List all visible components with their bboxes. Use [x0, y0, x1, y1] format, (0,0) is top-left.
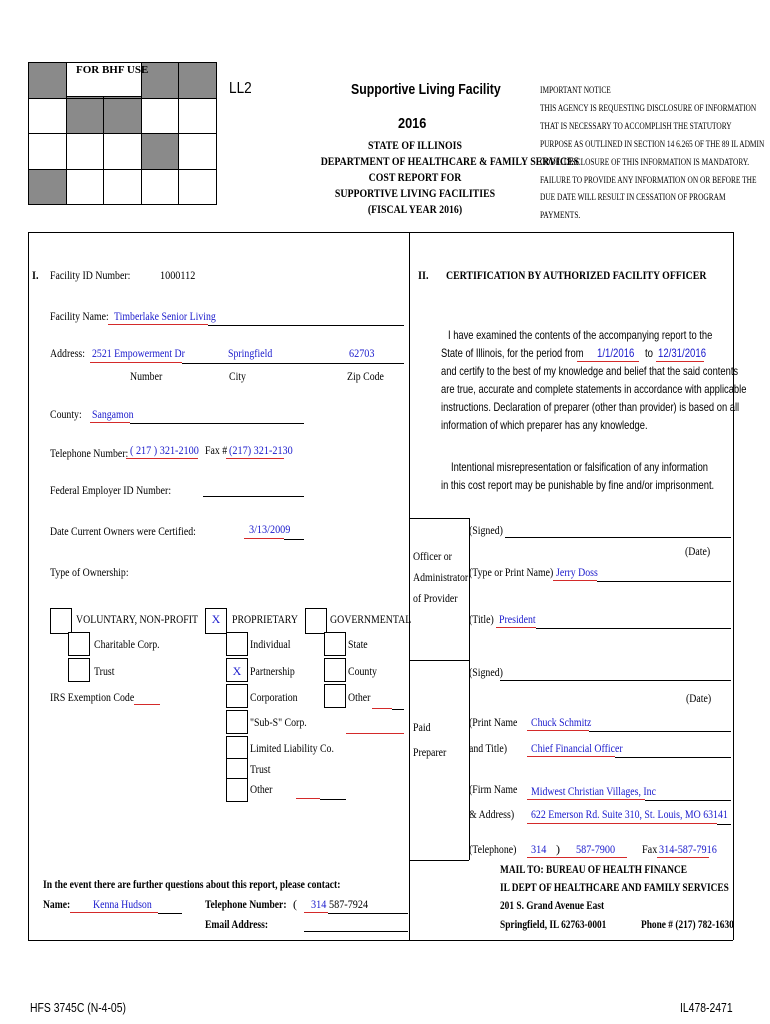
- contact-tel-area[interactable]: 314: [311, 897, 327, 911]
- preparer-label-line: Paid: [413, 720, 431, 734]
- governmental-checkbox[interactable]: [305, 608, 327, 634]
- trust-checkbox[interactable]: [68, 658, 90, 682]
- form-number: HFS 3745C (N-4-05): [30, 1000, 126, 1015]
- contact-name-value[interactable]: Kenna Hudson: [93, 897, 152, 911]
- print-name-label: (Print Name: [469, 715, 518, 729]
- partnership-mark: X: [232, 664, 242, 678]
- and-title-label: and Title): [469, 741, 508, 755]
- form-code: LL2: [229, 80, 252, 97]
- contact-telephone-label: Telephone Number:: [205, 897, 287, 911]
- officer-title-label: (Title): [469, 612, 494, 626]
- and-address-label: & Address): [469, 807, 515, 821]
- ownership-label: Type of Ownership:: [50, 565, 129, 579]
- agency-line: DEPARTMENT OF HEALTHCARE & FAMILY SERVICES: [320, 154, 580, 168]
- fax-value[interactable]: (217) 321-2130: [229, 443, 293, 457]
- bhf-grid-cell: [66, 169, 105, 206]
- period-to-word: to: [645, 346, 654, 360]
- mail-to-line: 201 S. Grand Avenue East: [500, 898, 605, 912]
- facility-id-label: Facility ID Number:: [50, 268, 131, 282]
- bhf-grid-cell: [28, 169, 67, 206]
- trust-label: Trust: [94, 664, 115, 678]
- certified-date-value[interactable]: 3/13/2009: [249, 522, 291, 536]
- telephone-label: Telephone Number:: [50, 446, 129, 460]
- contact-tel-number[interactable]: 587-7924: [329, 897, 369, 911]
- prop-other-checkbox[interactable]: [226, 778, 248, 802]
- preparer-label-line: Preparer: [413, 745, 447, 759]
- type-or-print-label: (Type or Print Name): [469, 565, 554, 579]
- cert-line-2: State of Illinois, for the period from: [441, 346, 584, 360]
- preparer-fax-value[interactable]: 314-587-7916: [659, 842, 717, 856]
- notice-line: THAT IS NECESSARY TO ACCOMPLISH THE STATUTORY: [540, 120, 732, 131]
- warning-line-1: Intentional misrepresentation or falsification of any information: [451, 460, 709, 474]
- mail-city-line: Springfield, IL 62763-0001: [500, 917, 607, 931]
- proprietary-mark: X: [211, 612, 221, 626]
- address-label: Address:: [50, 346, 85, 360]
- county-label: County:: [50, 407, 82, 421]
- preparer-tel-area[interactable]: 314: [531, 842, 547, 856]
- voluntary-label: VOLUNTARY, NON-PROFIT: [76, 612, 199, 626]
- city-caption: City: [229, 369, 246, 383]
- zip-value[interactable]: 62703: [349, 346, 375, 360]
- bhf-grid-cell: [178, 62, 217, 99]
- bhf-grid-cell: [141, 98, 180, 135]
- contact-name-label: Name:: [43, 897, 71, 911]
- telephone-value[interactable]: ( 217 ) 321-2100: [130, 443, 199, 457]
- officer-name-value[interactable]: Jerry Doss: [556, 565, 598, 579]
- cert-line-6: information of which preparer has any knowledge.: [441, 418, 648, 432]
- gov-other-checkbox[interactable]: [324, 684, 346, 708]
- officer-label-line: of Provider: [413, 591, 458, 605]
- bhf-grid-cell: [178, 169, 217, 206]
- period-from-value[interactable]: 1/1/2016: [597, 346, 635, 360]
- bhf-use-grid: [28, 62, 216, 204]
- partnership-label: Partnership: [250, 664, 295, 678]
- preparer-tel-close: ): [556, 842, 560, 856]
- bhf-grid-cell: [103, 133, 142, 170]
- corporation-checkbox[interactable]: [226, 684, 248, 708]
- gov-other-label: Other: [348, 690, 371, 704]
- bhf-grid-cell: [66, 133, 105, 170]
- cert-line-5: instructions. Declaration of preparer (other than provider) is based on all: [441, 400, 740, 414]
- preparer-name-value[interactable]: Chuck Schmitz: [531, 715, 592, 729]
- firm-name-label: (Firm Name: [469, 782, 518, 796]
- cert-line-3: and certify to the best of my knowledge and belief that the said contents: [441, 364, 739, 378]
- charitable-label: Charitable Corp.: [94, 637, 160, 651]
- firm-address-value[interactable]: 622 Emerson Rd. Suite 310, St. Louis, MO 63141: [531, 807, 728, 821]
- llc-checkbox[interactable]: [226, 736, 248, 760]
- governmental-label: GOVERNMENTAL: [330, 612, 412, 626]
- bhf-grid-cell: [28, 133, 67, 170]
- preparer-date-label: (Date): [686, 691, 712, 705]
- report-year: 2016: [398, 115, 427, 132]
- charitable-checkbox[interactable]: [68, 632, 90, 656]
- preparer-telephone-label: (Telephone): [469, 842, 517, 856]
- officer-label-line: Officer or: [413, 549, 452, 563]
- irs-exemption-label: IRS Exemption Code: [50, 690, 135, 704]
- contact-tel-open: (: [293, 897, 297, 911]
- individual-label: Individual: [250, 637, 291, 651]
- notice-line: DUE DATE WILL RESULT IN CESSATION OF PROGRAM: [540, 192, 726, 203]
- preparer-title-value[interactable]: Chief Financial Officer: [531, 741, 623, 755]
- page-code: IL478-2471: [680, 1000, 733, 1015]
- county-gov-checkbox[interactable]: [324, 658, 346, 682]
- prop-trust-label: Trust: [250, 762, 271, 776]
- facility-id-value: 1000112: [160, 268, 196, 282]
- fein-label: Federal Employer ID Number:: [50, 483, 172, 497]
- bhf-grid-cell: [141, 169, 180, 206]
- cert-line-1: I have examined the contents of the accompanying report to the: [448, 328, 713, 342]
- agency-line: SUPPORTIVE LIVING FACILITIES: [334, 186, 496, 200]
- number-caption: Number: [130, 369, 163, 383]
- prop-other-label: Other: [250, 782, 273, 796]
- notice-line: PURPOSE AS OUTLINED IN SECTION 14 6.265 OF THE 89 IL ADMIN: [540, 138, 765, 149]
- street-value[interactable]: 2521 Empowerment Dr: [92, 346, 185, 360]
- fax-label: Fax #: [205, 443, 228, 457]
- bhf-grid-cell: [178, 98, 217, 135]
- notice-line: IMPORTANT NOTICE: [540, 85, 611, 95]
- bhf-grid-cell: [103, 169, 142, 206]
- important-notice: [540, 82, 764, 225]
- agency-line: (FISCAL YEAR 2016): [367, 202, 463, 216]
- section-one-numeral: I.: [32, 268, 39, 282]
- section-two-numeral: II.: [418, 268, 429, 282]
- proprietary-label: PROPRIETARY: [232, 612, 298, 626]
- contact-question: In the event there are further questions about this report, please contact:: [43, 877, 341, 891]
- mail-phone: Phone # (217) 782-1630: [641, 917, 734, 931]
- city-value[interactable]: Springfield: [228, 346, 273, 360]
- facility-name-label: Facility Name:: [50, 309, 109, 323]
- mail-to-line: IL DEPT OF HEALTHCARE AND FAMILY SERVICES: [500, 880, 729, 894]
- sub-s-checkbox[interactable]: [226, 710, 248, 734]
- bhf-grid-cell: [103, 98, 142, 135]
- mail-to-block: [500, 860, 729, 914]
- voluntary-checkbox[interactable]: [50, 608, 72, 634]
- bhf-grid-cell: [66, 98, 105, 135]
- state-checkbox[interactable]: [324, 632, 346, 656]
- notice-line: FAILURE TO PROVIDE ANY INFORMATION ON OR BEFORE THE: [540, 174, 757, 185]
- officer-label-line: Administrator: [413, 570, 469, 584]
- zip-caption: Zip Code: [347, 369, 384, 383]
- bhf-grid-cell: [28, 62, 67, 99]
- section-two-title: CERTIFICATION BY AUTHORIZED FACILITY OFFICER: [446, 268, 707, 282]
- bhf-grid-cell: [28, 98, 67, 135]
- agency-line: STATE OF ILLINOIS: [368, 138, 462, 152]
- notice-line: THIS AGENCY IS REQUESTING DISCLOSURE OF INFORMATION: [540, 102, 757, 113]
- preparer-signed-label: (Signed): [469, 665, 503, 679]
- notice-line: PAYMENTS.: [540, 210, 581, 221]
- bhf-grid-cell: [141, 133, 180, 170]
- period-to-value[interactable]: 12/31/2016: [658, 346, 707, 360]
- llc-label: Limited Liability Co.: [250, 741, 334, 755]
- preparer-tel-number[interactable]: 587-7900: [576, 842, 616, 856]
- preparer-fax-label: Fax: [642, 842, 658, 856]
- officer-label: [413, 546, 468, 609]
- officer-title-value[interactable]: President: [499, 612, 536, 626]
- notice-line: CODE. DISCLOSURE OF THIS INFORMATION IS MANDATORY.: [540, 156, 750, 167]
- bhf-use-label: FOR BHF USE: [76, 64, 149, 76]
- corporation-label: Corporation: [250, 690, 298, 704]
- sub-s-label: "Sub-S" Corp.: [250, 715, 307, 729]
- mail-to-line: MAIL TO: BUREAU OF HEALTH FINANCE: [500, 862, 687, 876]
- report-title: Supportive Living Facility: [351, 81, 501, 98]
- bhf-grid-cell: [178, 133, 217, 170]
- facility-name-value[interactable]: Timberlake Senior Living: [114, 309, 216, 323]
- state-label: State: [348, 637, 368, 651]
- warning-line-2: in this cost report may be punishable by fine and/or imprisonment.: [441, 478, 715, 492]
- county-value[interactable]: Sangamon: [92, 407, 134, 421]
- contact-email-label: Email Address:: [205, 917, 269, 931]
- certified-label: Date Current Owners were Certified:: [50, 524, 196, 538]
- individual-checkbox[interactable]: [226, 632, 248, 656]
- officer-signed-label: (Signed): [469, 523, 503, 537]
- agency-line: COST REPORT FOR: [368, 170, 462, 184]
- firm-name-value[interactable]: Midwest Christian Villages, Inc: [531, 784, 656, 798]
- county-gov-label: County: [348, 664, 377, 678]
- officer-date-label: (Date): [685, 544, 711, 558]
- cert-line-4: are true, accurate and complete statements in accordance with applicable: [441, 382, 747, 396]
- preparer-label: [413, 715, 446, 765]
